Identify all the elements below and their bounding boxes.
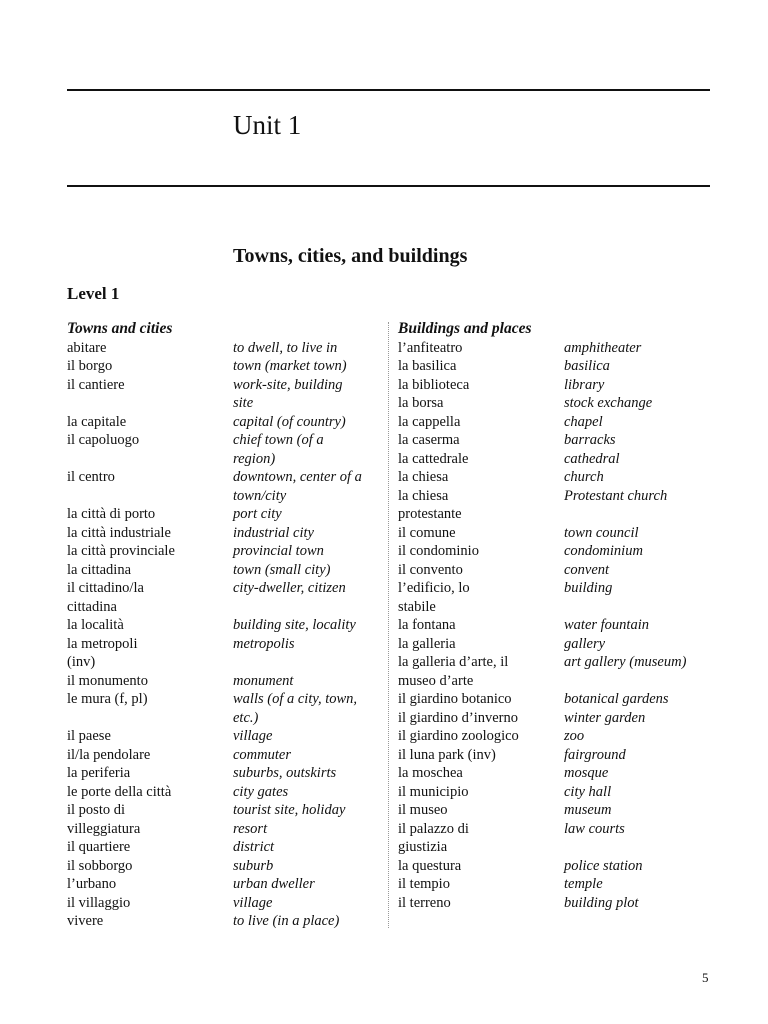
english-definition: gallery [564, 635, 606, 652]
english-definition: stock exchange [564, 395, 653, 411]
section-title: Towns, cities, and buildings [233, 245, 468, 267]
italian-term: la cappella [398, 413, 461, 430]
vocab-entry [398, 357, 708, 376]
vocab-entry [67, 339, 377, 358]
vocab-entry [398, 376, 708, 395]
top-rule [67, 89, 710, 91]
italian-term: la città di porto [67, 506, 156, 522]
italian-term: il tempio [398, 876, 450, 892]
vocab-entry [67, 635, 377, 672]
vocab-entry [398, 727, 708, 746]
italian-term: il luna park (inv) [398, 746, 496, 763]
vocab-entry [398, 394, 708, 413]
vocab-entry [398, 339, 708, 358]
italian-term: la periferia [67, 765, 131, 781]
english-definition: mosque [564, 765, 609, 781]
entry-list [67, 339, 377, 931]
column-heading: Buildings and places [398, 320, 532, 337]
vocab-entry [398, 524, 708, 543]
english-definition: convent [564, 561, 610, 578]
italian-term: il centro [67, 469, 115, 485]
english-definition: suburbs, outskirts [233, 765, 337, 781]
column-divider [388, 322, 389, 928]
vocab-entry [67, 542, 377, 561]
italian-term: il terreno [398, 894, 451, 911]
vocab-entry [67, 431, 377, 468]
english-definition: work-site, building site [233, 376, 343, 411]
entry-list [398, 339, 708, 913]
english-definition: cathedral [564, 450, 620, 467]
italian-term: la città provinciale [67, 543, 175, 559]
vocab-entry [67, 857, 377, 876]
english-definition: chief town (of a region) [233, 432, 324, 467]
italian-term: le mura (f, pl) [67, 691, 148, 707]
italian-term: la questura [398, 857, 462, 874]
italian-term: la basilica [398, 358, 457, 374]
vocab-entry [398, 857, 708, 876]
english-definition: tourist site, holiday resort [233, 802, 346, 837]
italian-term: il convento [398, 561, 463, 578]
english-definition: botanical gardens [564, 691, 669, 707]
vocab-entry [398, 468, 708, 487]
bottom-rule [67, 185, 710, 187]
english-definition: museum [564, 802, 612, 818]
italian-term: il paese [67, 728, 111, 744]
vocab-entry [398, 690, 708, 709]
english-definition: to live (in a place) [233, 913, 340, 929]
english-definition: chapel [564, 413, 603, 430]
italian-term: il palazzo di giustizia [398, 820, 469, 855]
italian-term: la biblioteca [398, 376, 470, 393]
italian-term: il giardino d’inverno [398, 709, 519, 726]
italian-term: il sobborgo [67, 857, 133, 874]
italian-term: la chiesa [398, 469, 449, 485]
italian-term: la moschea [398, 765, 463, 781]
vocab-entry [67, 524, 377, 543]
english-definition: capital (of country) [233, 413, 346, 430]
vocab-entry [398, 783, 708, 802]
vocab-entry [67, 912, 377, 931]
english-definition: town (market town) [233, 358, 347, 374]
english-definition: suburb [233, 857, 274, 874]
italian-term: la cittadina [67, 561, 132, 578]
english-definition: city gates [233, 783, 289, 800]
english-definition: winter garden [564, 709, 646, 726]
vocab-entry [67, 672, 377, 691]
english-definition: walls (of a city, town, etc.) [233, 691, 358, 726]
vocab-entry [398, 801, 708, 820]
vocab-entry [67, 783, 377, 802]
vocab-entry [67, 838, 377, 857]
italian-term: la capitale [67, 413, 127, 430]
english-definition: building [564, 580, 613, 596]
english-definition: zoo [564, 728, 585, 744]
vocab-entry [398, 875, 708, 894]
english-definition: to dwell, to live in [233, 339, 338, 356]
english-definition: church [564, 469, 604, 485]
italian-term: la chiesa protestante [398, 487, 462, 522]
italian-term: la borsa [398, 395, 444, 411]
english-definition: amphitheater [564, 339, 642, 356]
vocab-entry [398, 653, 708, 690]
english-definition: water fountain [564, 617, 649, 633]
italian-term: il municipio [398, 783, 469, 800]
vocab-entry [67, 413, 377, 432]
vocab-entry [67, 764, 377, 783]
vocab-entry [398, 579, 708, 616]
vocab-entry [398, 746, 708, 765]
vocab-entry [67, 357, 377, 376]
italian-term: le porte della città [67, 783, 172, 800]
vocab-entry [67, 468, 377, 505]
italian-term: l’anfiteatro [398, 339, 463, 356]
vocab-entry [398, 764, 708, 783]
right-vocab-column [398, 320, 708, 912]
italian-term: il capoluogo [67, 432, 140, 448]
english-definition: police station [564, 857, 643, 874]
italian-term: la galleria d’arte, il museo d’arte [398, 654, 509, 689]
italian-term: il monumento [67, 672, 148, 689]
italian-term: il cantiere [67, 376, 125, 393]
english-definition: town (small city) [233, 561, 331, 578]
vocab-entry [67, 616, 377, 635]
italian-term: l’edificio, lo stabile [398, 580, 470, 615]
english-definition: Protestant church [564, 487, 668, 504]
italian-term: il giardino zoologico [398, 728, 519, 744]
italian-term: la città industriale [67, 524, 171, 541]
english-definition: metropolis [233, 635, 295, 652]
italian-term: il comune [398, 524, 456, 541]
italian-term: il borgo [67, 358, 113, 374]
vocab-entry [398, 709, 708, 728]
vocab-entry [398, 487, 708, 524]
page-number: 5 [702, 970, 709, 985]
vocab-entry [398, 820, 708, 857]
english-definition: industrial city [233, 524, 314, 541]
english-definition: barracks [564, 432, 616, 448]
vocab-entry [67, 727, 377, 746]
vocab-entry [67, 875, 377, 894]
vocab-entry [398, 616, 708, 635]
english-definition: urban dweller [233, 876, 315, 892]
english-definition: building plot [564, 894, 639, 911]
italian-term: la caserma [398, 432, 460, 448]
vocab-entry [398, 561, 708, 580]
italian-term: l’urbano [67, 876, 117, 892]
column-heading: Towns and cities [67, 320, 173, 337]
english-definition: city-dweller, citizen [233, 580, 346, 596]
italian-term: il museo [398, 802, 448, 818]
english-definition: village [233, 728, 273, 744]
english-definition: village [233, 894, 273, 911]
italian-term: la località [67, 617, 124, 633]
unit-title: Unit 1 [233, 110, 302, 140]
english-definition: law courts [564, 820, 625, 837]
vocab-entry [398, 450, 708, 469]
vocab-entry [67, 801, 377, 838]
english-definition: port city [233, 506, 282, 522]
left-vocab-column [67, 320, 377, 931]
english-definition: building site, locality [233, 617, 356, 633]
english-definition: basilica [564, 358, 610, 374]
italian-term: il giardino botanico [398, 691, 512, 707]
vocab-entry [398, 542, 708, 561]
level-title: Level 1 [67, 284, 120, 303]
english-definition: city hall [564, 783, 612, 800]
vocab-entry [67, 376, 377, 413]
english-definition: provincial town [233, 543, 324, 559]
english-definition: monument [233, 672, 294, 689]
italian-term: abitare [67, 339, 107, 356]
italian-term: il condominio [398, 543, 479, 559]
vocab-entry [398, 635, 708, 654]
english-definition: temple [564, 876, 603, 892]
english-definition: fairground [564, 746, 626, 763]
vocab-entry [398, 894, 708, 913]
english-definition: commuter [233, 746, 291, 763]
english-definition: library [564, 376, 605, 393]
italian-term: vivere [67, 913, 104, 929]
english-definition: art gallery (museum) [564, 654, 687, 670]
italian-term: la fontana [398, 617, 456, 633]
english-definition: downtown, center of a town/city [233, 469, 362, 504]
italian-term: il posto di villeggiatura [67, 802, 141, 837]
vocab-entry [398, 413, 708, 432]
italian-term: il/la pendolare [67, 746, 151, 763]
vocab-entry [67, 746, 377, 765]
italian-term: la cattedrale [398, 450, 469, 467]
italian-term: la galleria [398, 635, 456, 652]
italian-term: il cittadino/la cittadina [67, 580, 144, 615]
vocab-entry [67, 894, 377, 913]
vocab-entry [398, 431, 708, 450]
italian-term: il villaggio [67, 894, 131, 911]
italian-term: la metropoli (inv) [67, 635, 138, 670]
italian-term: il quartiere [67, 839, 131, 855]
english-definition: condominium [564, 543, 643, 559]
vocab-entry [67, 579, 377, 616]
vocab-entry [67, 505, 377, 524]
english-definition: district [233, 839, 275, 855]
vocab-entry [67, 690, 377, 727]
english-definition: town council [564, 524, 639, 541]
vocab-entry [67, 561, 377, 580]
